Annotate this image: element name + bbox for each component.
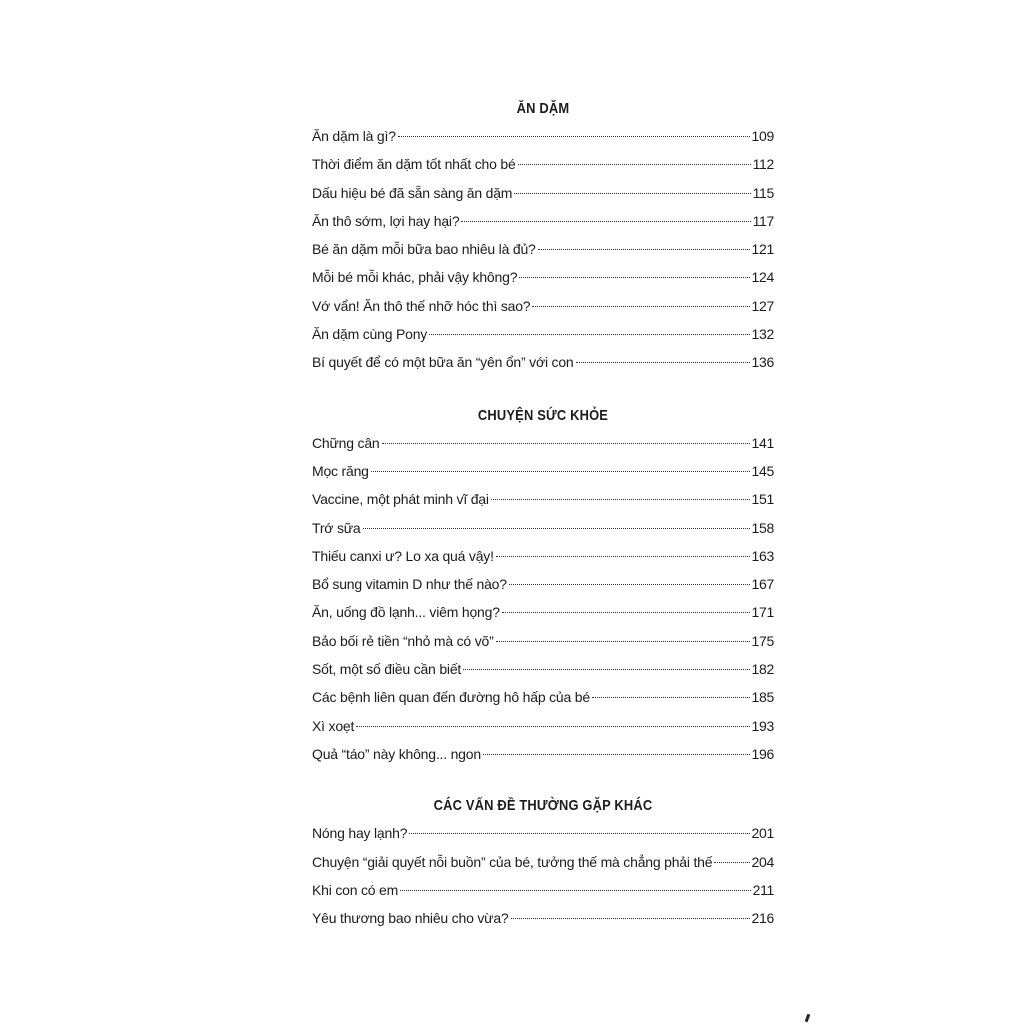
entry-page-number: 136 — [751, 354, 774, 371]
entry-page-number: 158 — [751, 519, 774, 536]
entry-page-number: 171 — [751, 604, 774, 621]
toc-entry[interactable] — [312, 876, 774, 904]
table-of-contents — [312, 96, 774, 932]
toc-entry-list — [312, 429, 774, 769]
toc-entry[interactable] — [312, 292, 774, 320]
entry-label: Bổ sung vitamin D như thế nào? — [312, 576, 507, 593]
entry-label: Các bệnh liên quan đến đường hô hấp của bé — [312, 689, 590, 706]
toc-entry[interactable] — [312, 740, 774, 768]
toc-entry[interactable] — [312, 150, 774, 178]
entry-label: Ăn dặm là gì? — [312, 128, 396, 144]
entry-label: Thời điểm ăn dặm tốt nhất cho bé — [312, 156, 516, 173]
entry-page-number: 201 — [751, 825, 774, 842]
toc-section-an-dam — [312, 96, 774, 377]
toc-entry[interactable] — [312, 429, 774, 457]
dot-leader — [519, 277, 749, 278]
dot-leader — [429, 334, 749, 335]
entry-label: Ăn thô sớm, lợi hay hại? — [312, 212, 460, 229]
entry-page-number: 185 — [751, 689, 774, 706]
dot-leader — [363, 528, 750, 529]
toc-entry[interactable] — [312, 848, 774, 876]
entry-label: Mỗi bé mỗi khác, phải vậy không? — [312, 269, 518, 286]
dot-leader — [538, 249, 750, 250]
entry-page-number: 127 — [751, 297, 774, 314]
toc-section-cac-van-de-khac — [312, 793, 774, 932]
dot-leader — [592, 697, 750, 698]
entry-label: Mọc răng — [312, 462, 369, 479]
section-title: CHUYỆN SỨC KHỎE — [477, 406, 609, 424]
toc-section-chuyen-suc-khoe — [312, 403, 774, 769]
toc-entry[interactable] — [312, 712, 774, 740]
toc-entry-list — [312, 819, 774, 932]
entry-page-number: 121 — [751, 241, 774, 258]
entry-page-number: 204 — [751, 853, 774, 870]
entry-page-number: 193 — [751, 717, 774, 734]
entry-label: Trớ sữa — [312, 519, 361, 536]
entry-page-number: 182 — [751, 661, 774, 678]
dot-leader — [496, 641, 750, 642]
dot-leader — [502, 612, 750, 613]
dot-leader — [398, 136, 750, 137]
toc-entry[interactable] — [312, 179, 774, 207]
toc-entry[interactable] — [312, 514, 774, 542]
dot-leader — [576, 362, 750, 363]
entry-label: Quả “táo” này không... ngon — [312, 745, 481, 762]
dot-leader — [483, 754, 750, 755]
toc-entry[interactable] — [312, 348, 774, 376]
entry-page-number: 145 — [751, 462, 774, 479]
toc-entry[interactable] — [312, 683, 774, 711]
dot-leader — [511, 918, 750, 919]
dot-leader — [461, 221, 750, 222]
entry-label: Ăn, uống đồ lạnh... viêm họng? — [312, 604, 500, 621]
entry-page-number: 216 — [751, 910, 774, 927]
toc-entry[interactable] — [312, 542, 774, 570]
entry-page-number: 117 — [752, 212, 774, 229]
entry-label: Vớ vẩn! Ăn thô thế nhỡ hóc thì sao? — [312, 297, 531, 314]
toc-entry-list — [312, 122, 774, 377]
toc-entry[interactable] — [312, 122, 774, 150]
entry-label: Vaccine, một phát minh vĩ đại — [312, 491, 489, 508]
section-title: ĂN DẶM — [516, 100, 570, 117]
toc-entry[interactable] — [312, 207, 774, 235]
entry-label: Chuyện “giải quyết nỗi buồn” của bé, tưởng thế mà chẳng phải thế — [312, 853, 713, 870]
entry-label: Bảo bối rẻ tiền “nhỏ mà có võ” — [312, 632, 494, 649]
dot-leader — [509, 584, 750, 585]
entry-page-number: 163 — [751, 547, 774, 564]
dot-leader — [491, 499, 750, 500]
entry-page-number: 175 — [751, 632, 774, 649]
entry-page-number: 167 — [751, 576, 774, 593]
toc-entry[interactable] — [312, 904, 774, 932]
toc-entry[interactable] — [312, 485, 774, 513]
dot-leader — [518, 164, 751, 165]
toc-entry[interactable] — [312, 655, 774, 683]
dot-leader — [463, 669, 749, 670]
entry-page-number: 141 — [751, 434, 774, 451]
dot-leader — [409, 833, 749, 834]
toc-entry[interactable] — [312, 627, 774, 655]
toc-entry[interactable] — [312, 457, 774, 485]
dot-leader — [382, 443, 750, 444]
section-title: CÁC VẤN ĐỀ THƯỜNG GẶP KHÁC — [433, 797, 653, 815]
toc-entry[interactable] — [312, 235, 774, 263]
page-edge-mark — [805, 1014, 811, 1023]
toc-entry[interactable] — [312, 570, 774, 598]
entry-page-number: 112 — [752, 156, 774, 173]
entry-label: Ăn dặm cùng Pony — [312, 326, 428, 343]
dot-leader — [514, 193, 750, 194]
entry-page-number: 132 — [751, 326, 774, 343]
entry-label: Dấu hiệu bé đã sẵn sàng ăn dặm — [312, 184, 513, 201]
dot-leader — [371, 471, 750, 472]
entry-label: Sốt, một số điều cần biết — [312, 661, 462, 678]
entry-label: Xì xoẹt — [312, 717, 355, 734]
entry-page-number: 151 — [751, 491, 774, 508]
toc-entry[interactable] — [312, 598, 774, 626]
entry-page-number: 115 — [752, 184, 774, 201]
entry-label: Thiếu canxi ư? Lo xa quá vậy! — [312, 547, 494, 564]
toc-entry[interactable] — [312, 263, 774, 291]
entry-label: Bé ăn dặm mỗi bữa bao nhiêu là đủ? — [312, 241, 536, 258]
dot-leader — [400, 890, 750, 891]
entry-label: Nóng hay lạnh? — [312, 825, 408, 842]
entry-label: Bí quyết để có một bữa ăn “yên ổn” với con — [312, 354, 574, 371]
entry-label: Yêu thương bao nhiêu cho vừa? — [312, 910, 509, 927]
entry-page-number: 196 — [751, 745, 774, 762]
entry-label: Chững cân — [312, 434, 380, 451]
toc-entry[interactable] — [312, 819, 774, 847]
dot-leader — [532, 306, 749, 307]
entry-label: Khi con có em — [312, 881, 399, 898]
dot-leader — [356, 726, 749, 727]
toc-entry[interactable] — [312, 320, 774, 348]
entry-page-number: 109 — [751, 128, 774, 144]
entry-page-number: 124 — [751, 269, 774, 286]
dot-leader — [496, 556, 750, 557]
dot-leader — [714, 862, 749, 863]
entry-page-number: 211 — [752, 881, 774, 898]
